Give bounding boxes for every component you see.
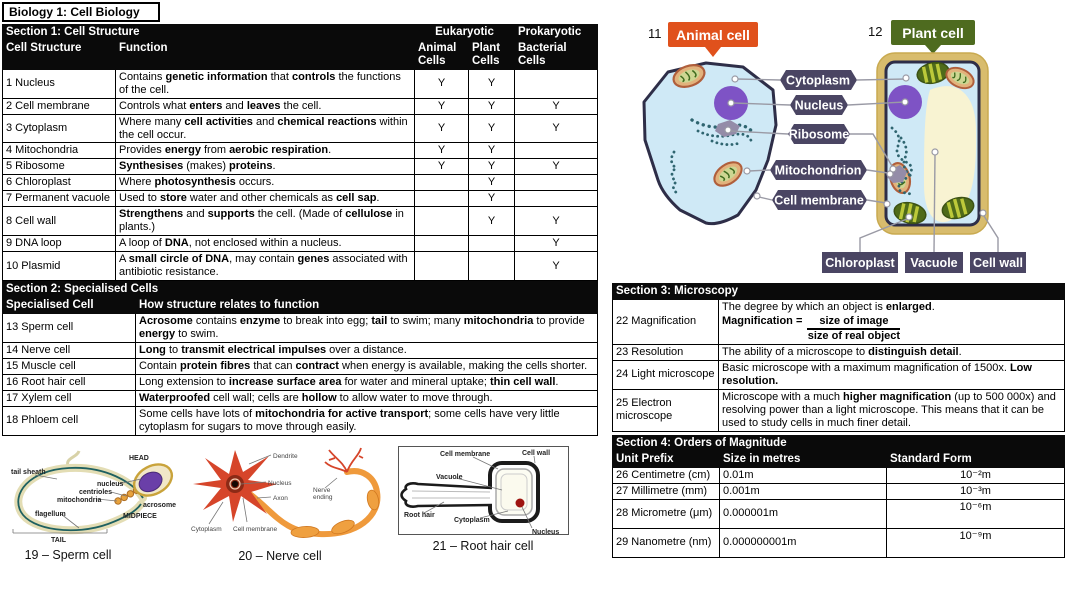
animal-flag xyxy=(415,207,469,236)
row-desc: Microscope with a much higher magnification (up to 500 000x) and resolving power than a light microscope. This means that it can be used to study cells in much finer detail. xyxy=(719,389,1065,431)
col-unit-prefix: Unit Prefix xyxy=(613,451,720,467)
row-function: Where many cell activities and chemical reactions within the cell occur. xyxy=(116,114,415,143)
section2-column-headers xyxy=(3,298,598,314)
animal-cell-number: 11 xyxy=(648,26,662,41)
bacterial-flag: Y xyxy=(515,207,598,236)
row-function: A small circle of DNA, may contain genes associated with antibiotic resistance. xyxy=(116,252,415,281)
bacterial-flag xyxy=(515,143,598,159)
mitochondria-label: mitochondria xyxy=(57,497,102,504)
plant-flag xyxy=(469,252,515,281)
cytoplasm-label: Cytoplasm xyxy=(786,73,850,88)
table-row xyxy=(3,159,598,175)
root-hair-cell-figure xyxy=(398,445,570,537)
cell-wall-label: Cell wall xyxy=(522,450,551,457)
nucleus-label: Nucleus xyxy=(532,529,560,536)
row-standard-form: 10⁻⁹m xyxy=(887,528,1065,557)
cell-membrane-label: Cell membrane xyxy=(233,526,278,533)
plant-flag: Y xyxy=(469,191,515,207)
magnification-formula xyxy=(722,315,1061,343)
col-size-in-metres: Size in metres xyxy=(720,451,887,467)
section3-microscopy-table xyxy=(612,283,1065,432)
animal-plant-cell-diagram xyxy=(618,10,1080,282)
animal-flag xyxy=(415,175,469,191)
sperm-cell-figure xyxy=(5,446,195,544)
cell-wall-label: Cell wall xyxy=(972,256,1024,270)
cell-membrane-label: Cell membrane xyxy=(440,451,491,458)
row-function: A loop of DNA, not enclosed within a nucleus. xyxy=(116,236,415,252)
animal-flag: Y xyxy=(415,98,469,114)
animal-flag xyxy=(415,191,469,207)
centrioles-label: centrioles xyxy=(79,489,113,496)
animal-flag: Y xyxy=(415,159,469,175)
row-desc: Contain protein fibres that can contract when energy is available, making the cells shorter. xyxy=(136,358,598,374)
nerve-cell-figure xyxy=(185,442,400,546)
animal-flag: Y xyxy=(415,114,469,143)
formula-lhs: Magnification = xyxy=(722,314,803,327)
row-name: 10 Plasmid xyxy=(3,252,116,281)
nerve-nucleus-shape xyxy=(232,481,238,487)
row-function: Contains genetic information that controls the functions of the cell. xyxy=(116,69,415,98)
magnification-desc: The degree by which an object is enlarged. xyxy=(722,300,935,313)
row-desc: Long extension to increase surface area for water and mineral uptake; thin cell wall. xyxy=(136,374,598,390)
magnification-definition xyxy=(719,299,1065,344)
tail-sheath-label: tail sheath xyxy=(11,469,46,476)
head-label: HEAD xyxy=(129,455,149,462)
col-specialised-cell: Specialised Cell xyxy=(3,298,136,314)
row-function: Controls what enters and leaves the cell. xyxy=(116,98,415,114)
table-row xyxy=(613,360,1065,389)
row-function: Provides energy from aerobic respiration. xyxy=(116,143,415,159)
formula-denominator: size of real object xyxy=(807,329,901,342)
section4-column-headers xyxy=(613,451,1065,467)
plant-flag: Y xyxy=(469,69,515,98)
vacuole-label: Vacuole xyxy=(436,474,463,481)
row-name: 24 Light microscope xyxy=(613,360,719,389)
section3-header-row xyxy=(613,284,1065,300)
animal-cell-tag xyxy=(668,22,758,57)
row-desc: Waterproofed cell wall; cells are hollow to allow water to move through. xyxy=(136,390,598,406)
nucleus-label: Nucleus xyxy=(268,480,292,487)
row-name: 25 Electron microscope xyxy=(613,389,719,431)
row-size: 0.01m xyxy=(720,467,887,483)
table-row xyxy=(613,344,1065,360)
row-function: Synthesises (makes) proteins. xyxy=(116,159,415,175)
nucleus-label: nucleus xyxy=(97,481,124,488)
section2-specialised-cells-table xyxy=(2,281,598,436)
bacterial-flag: Y xyxy=(515,236,598,252)
row-name: 27 Millimetre (mm) xyxy=(613,483,720,499)
table-row xyxy=(3,236,598,252)
dendrite-label: Dendrite xyxy=(273,453,298,460)
plant-cell-drawing xyxy=(877,53,988,234)
flagellum-label: flagellum xyxy=(35,511,66,518)
section3-container xyxy=(612,283,1064,432)
section1-header-row xyxy=(3,25,598,41)
row-name: 17 Xylem cell xyxy=(3,390,136,406)
row-function: Used to store water and other chemicals as cell sap. xyxy=(116,191,415,207)
row-desc: Some cells have lots of mitochondria for active transport; some cells have very little cytoplasm for sugars to move through easily. xyxy=(136,406,598,435)
table-row xyxy=(3,114,598,143)
col-how-structure: How structure relates to function xyxy=(136,298,598,314)
row-name: 23 Resolution xyxy=(613,344,719,360)
table-row xyxy=(3,69,598,98)
row-name: 2 Cell membrane xyxy=(3,98,116,114)
ribosome-label: Ribosome xyxy=(788,127,850,142)
animal-cell-membrane-shape xyxy=(644,63,776,224)
row-desc: The ability of a microscope to distinguish detail. xyxy=(719,344,1065,360)
row-name: 3 Cytoplasm xyxy=(3,114,116,143)
cytoplasm-label: Cytoplasm xyxy=(191,526,222,533)
row-name: 26 Centimetre (cm) xyxy=(613,467,720,483)
acrosome-label: acrosome xyxy=(143,502,177,509)
table-row xyxy=(613,467,1065,483)
table-row xyxy=(3,143,598,159)
table-row xyxy=(3,390,598,406)
section4-orders-of-magnitude-table xyxy=(612,435,1065,558)
row-name: 18 Phloem cell xyxy=(3,406,136,435)
table-row xyxy=(613,499,1065,528)
midpiece-label: MIDPIECE xyxy=(123,513,157,520)
svg-text:Animal cell: Animal cell xyxy=(676,27,750,43)
cytoplasm-label: Cytoplasm xyxy=(454,517,490,524)
eukaryotic-header: Eukaryotic xyxy=(415,25,515,41)
table-row xyxy=(613,528,1065,557)
table-row xyxy=(3,252,598,281)
bacterial-flag xyxy=(515,175,598,191)
sperm-figure-caption: 19 – Sperm cell xyxy=(24,548,112,562)
row-size: 0.000000001m xyxy=(720,528,887,557)
row-name: 28 Micrometre (μm) xyxy=(613,499,720,528)
plant-flag xyxy=(469,236,515,252)
nerve-ending-label-2: ending xyxy=(313,494,333,501)
section2-header-row xyxy=(3,282,598,298)
nerve-ending-label: Nerve xyxy=(313,487,331,494)
svg-text:Plant cell: Plant cell xyxy=(902,25,964,41)
formula-numerator: size of image xyxy=(807,315,900,330)
row-name: 16 Root hair cell xyxy=(3,374,136,390)
bacterial-flag xyxy=(515,191,598,207)
col-plant-cells: Plant Cells xyxy=(469,40,515,69)
row-standard-form: 10⁻²m xyxy=(887,467,1065,483)
table-row xyxy=(613,483,1065,499)
plant-flag: Y xyxy=(469,98,515,114)
row-name: 7 Permanent vacuole xyxy=(3,191,116,207)
row-desc: Acrosome contains enzyme to break into egg; tail to swim; many mitochondria to provide energy to swim. xyxy=(136,313,598,342)
table-row xyxy=(3,98,598,114)
table-row xyxy=(3,342,598,358)
animal-flag xyxy=(415,236,469,252)
animal-flag: Y xyxy=(415,143,469,159)
bacterial-flag: Y xyxy=(515,252,598,281)
row-name: 5 Ribosome xyxy=(3,159,116,175)
chloroplast-label: Chloroplast xyxy=(825,256,895,270)
cell-membrane-label: Cell membrane xyxy=(774,193,864,208)
row-size: 0.000001m xyxy=(720,499,887,528)
col-function: Function xyxy=(116,40,415,69)
row-function: Strengthens and supports the cell. (Made of cellulose in plants.) xyxy=(116,207,415,236)
table-row xyxy=(3,175,598,191)
root-hair-figure-caption: 21 – Root hair cell xyxy=(432,539,534,553)
row-name: 14 Nerve cell xyxy=(3,342,136,358)
table-row xyxy=(3,207,598,236)
bacterial-flag: Y xyxy=(515,98,598,114)
table-row xyxy=(613,299,1065,344)
nucleus-label: Nucleus xyxy=(794,98,844,113)
row-name: 15 Muscle cell xyxy=(3,358,136,374)
row-name: 13 Sperm cell xyxy=(3,313,136,342)
table-row xyxy=(613,389,1065,431)
col-animal-cells: Animal Cells xyxy=(415,40,469,69)
vacuole-label: Vacuole xyxy=(910,256,958,270)
col-standard-form: Standard Form xyxy=(887,451,1065,467)
plant-flag: Y xyxy=(469,143,515,159)
plant-flag: Y xyxy=(469,175,515,191)
row-function: Where photosynthesis occurs. xyxy=(116,175,415,191)
animal-flag xyxy=(415,252,469,281)
section2-title: Section 2: Specialised Cells xyxy=(3,282,598,298)
table-row xyxy=(3,374,598,390)
root-hair-label: Root hair xyxy=(404,512,435,519)
page-title-text: Biology 1: Cell Biology xyxy=(9,5,140,19)
root-hair-nucleus-shape xyxy=(516,499,525,508)
plant-cell-number: 12 xyxy=(868,24,883,39)
row-name: 1 Nucleus xyxy=(3,69,116,98)
section4-header-row xyxy=(613,436,1065,452)
bacterial-flag xyxy=(515,69,598,98)
row-size: 0.001m xyxy=(720,483,887,499)
formula-fraction xyxy=(807,315,900,343)
table-row xyxy=(3,191,598,207)
page-title xyxy=(2,2,160,22)
tail-label: TAIL xyxy=(51,537,67,544)
section3-title: Section 3: Microscopy xyxy=(613,284,1065,300)
bacterial-flag: Y xyxy=(515,159,598,175)
animal-flag: Y xyxy=(415,69,469,98)
table-row xyxy=(3,358,598,374)
section1-cell-structure-table xyxy=(2,24,598,281)
section4-title: Section 4: Orders of Magnitude xyxy=(613,436,1065,452)
axon-shape xyxy=(247,471,377,534)
axon-label: Axon xyxy=(273,495,288,502)
nerve-figure-caption: 20 – Nerve cell xyxy=(238,549,322,563)
plant-cell-tag xyxy=(891,20,975,54)
col-bacterial-cells: Bacterial Cells xyxy=(515,40,598,69)
plant-flag: Y xyxy=(469,207,515,236)
row-name: 29 Nanometre (nm) xyxy=(613,528,720,557)
bacterial-flag: Y xyxy=(515,114,598,143)
row-desc: Basic microscope with a maximum magnification of 1500x. Low resolution. xyxy=(719,360,1065,389)
table-row xyxy=(3,313,598,342)
row-name: 4 Mitochondria xyxy=(3,143,116,159)
section4-container xyxy=(612,435,1064,558)
prokaryotic-header: Prokaryotic xyxy=(515,25,598,41)
plant-flag: Y xyxy=(469,159,515,175)
row-name: 6 Chloroplast xyxy=(3,175,116,191)
row-standard-form: 10⁻⁶m xyxy=(887,499,1065,528)
row-name: 22 Magnification xyxy=(613,299,719,344)
row-desc: Long to transmit electrical impulses over a distance. xyxy=(136,342,598,358)
plant-flag: Y xyxy=(469,114,515,143)
left-tables xyxy=(2,24,597,436)
mitochondrion-label: Mitochondrion xyxy=(774,163,862,178)
row-standard-form: 10⁻³m xyxy=(887,483,1065,499)
section1-title: Section 1: Cell Structure xyxy=(3,25,415,41)
section1-column-headers xyxy=(3,40,598,69)
col-cell-structure: Cell Structure xyxy=(3,40,116,69)
table-row xyxy=(3,406,598,435)
row-name: 8 Cell wall xyxy=(3,207,116,236)
row-name: 9 DNA loop xyxy=(3,236,116,252)
